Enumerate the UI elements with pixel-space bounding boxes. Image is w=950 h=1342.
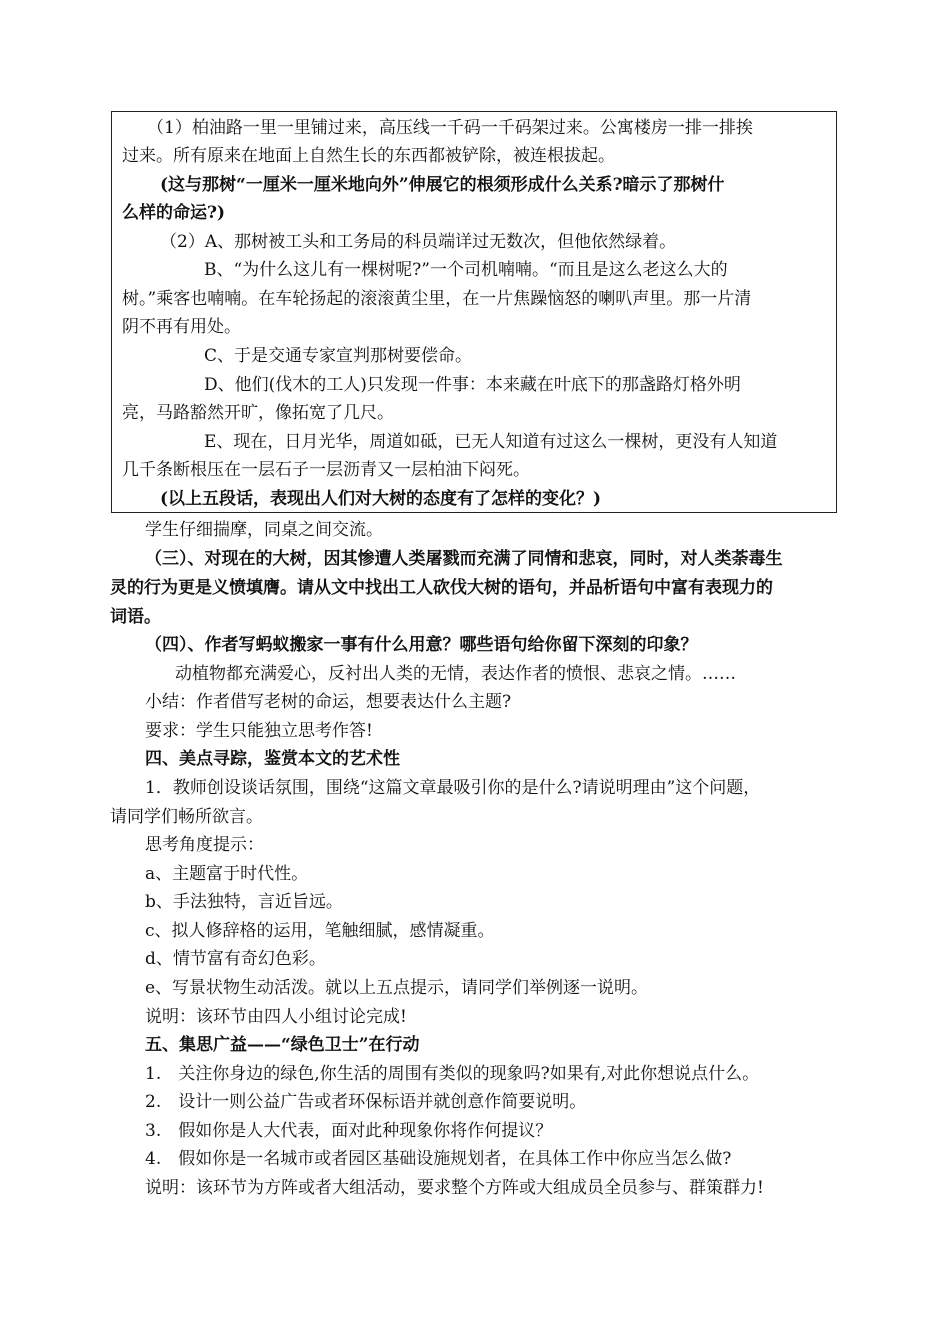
box-paragraph-1-line-2: 过来。所有原来在地面上自然生长的东西都被铲除，被连根拔起。 bbox=[122, 146, 615, 166]
note-group-activity: 说明：该环节为方阵或者大组活动，要求整个方阵或大组成员全员参与、群策群力! bbox=[145, 1178, 764, 1198]
box-paragraph-2e-line-1: E、现在，日月光华，周道如砥，已无人知道有过这么一棵树，更没有人知道 bbox=[204, 432, 778, 452]
section-3-line-2: 灵的行为更是义愤填膺。请从文中找出工人砍伐大树的语句，并品析语句中富有表现力的 bbox=[110, 578, 773, 598]
box-question-1-line-1: (这与那树“一厘米一厘米地向外”伸展它的根须形成什么关系?暗示了那树什 bbox=[160, 175, 725, 195]
box-paragraph-2e-line-2: 几千条断根压在一层石子一层沥青又一层柏油下闷死。 bbox=[122, 460, 530, 480]
activity-item-1: 1. 关注你身边的绿色,你生活的周围有类似的现象吗?如果有,对此你想说点什么。 bbox=[145, 1064, 760, 1084]
hint-item-b: b、手法独特，言近旨远。 bbox=[145, 892, 343, 912]
box-paragraph-1-line-1: （1）柏油路一里一里铺过来，高压线一千码一千码架过来。公寓楼房一排一排挨 bbox=[147, 118, 753, 138]
activity-item-4: 4. 假如你是一名城市或者园区基础设施规划者，在具体工作中你应当怎么做? bbox=[145, 1149, 732, 1169]
activity-item-2: 2. 设计一则公益广告或者环保标语并就创意作简要说明。 bbox=[145, 1092, 587, 1112]
discussion-note: 学生仔细揣摩，同桌之间交流。 bbox=[145, 520, 383, 540]
teacher-paragraph-line-2: 请同学们畅所欲言。 bbox=[110, 807, 263, 827]
box-paragraph-2b-line-1: B、“为什么这儿有一棵树呢?”一个司机喃喃。“而且是这么老这么大的 bbox=[204, 260, 728, 280]
box-paragraph-2b-line-3: 阴不再有用处。 bbox=[122, 317, 241, 337]
box-question-1-line-2: 么样的命运?) bbox=[122, 203, 226, 223]
box-paragraph-2d-line-1: D、他们(伐木的工人)只发现一件事：本来藏在叶底下的那盏路灯格外明 bbox=[204, 375, 741, 395]
hint-item-d: d、情节富有奇幻色彩。 bbox=[145, 949, 326, 969]
hint-item-c: c、拟人修辞格的运用，笔触细腻，感情凝重。 bbox=[145, 921, 495, 941]
section-4-question: （四）、作者写蚂蚁搬家一事有什么用意？哪些语句给你留下深刻的印象？ bbox=[145, 635, 698, 655]
requirement-line: 要求：学生只能独立思考作答! bbox=[145, 721, 373, 741]
hint-item-e: e、写景状物生动活泼。就以上五点提示，请同学们举例逐一说明。 bbox=[145, 978, 649, 998]
hint-title: 思考角度提示： bbox=[145, 835, 264, 855]
teacher-paragraph-line-1: 1．教师创设谈话氛围，围绕“这篇文章最吸引你的是什么?请说明理由”这个问题， bbox=[145, 778, 761, 798]
box-paragraph-2a: （2）A、那树被工头和工务局的科员端详过无数次，但他依然绿着。 bbox=[160, 232, 677, 252]
heading-section-four: 四、美点寻踪，鉴赏本文的艺术性 bbox=[145, 749, 400, 769]
section-3-line-1: （三）、对现在的大树，因其惨遭人类屠戮而充满了同情和悲哀，同时，对人类荼毒生 bbox=[145, 549, 783, 569]
summary-line: 小结：作者借写老树的命运，想要表达什么主题? bbox=[145, 692, 512, 712]
note-group-of-four: 说明：该环节由四人小组讨论完成! bbox=[145, 1007, 407, 1027]
hint-item-a: a、主题富于时代性。 bbox=[145, 864, 309, 884]
box-paragraph-2c: C、于是交通专家宣判那树要偿命。 bbox=[204, 346, 473, 366]
section-4-answer: 动植物都充满爱心，反衬出人类的无情，表达作者的愤恨、悲哀之情。…… bbox=[175, 664, 736, 684]
activity-item-3: 3. 假如你是人大代表，面对此种现象你将作何提议？ bbox=[145, 1121, 553, 1141]
box-paragraph-2b-line-2: 树。”乘客也喃喃。在车轮扬起的滚滚黄尘里，在一片焦躁恼怒的喇叭声里。那一片清 bbox=[122, 289, 752, 309]
heading-section-five: 五、集思广益——“绿色卫士”在行动 bbox=[145, 1035, 420, 1055]
box-question-2: (以上五段话，表现出人们对大树的态度有了怎样的变化？) bbox=[160, 489, 602, 509]
section-3-line-3: 词语。 bbox=[110, 607, 161, 627]
box-paragraph-2d-line-2: 亮，马路豁然开旷，像拓宽了几尺。 bbox=[122, 403, 394, 423]
